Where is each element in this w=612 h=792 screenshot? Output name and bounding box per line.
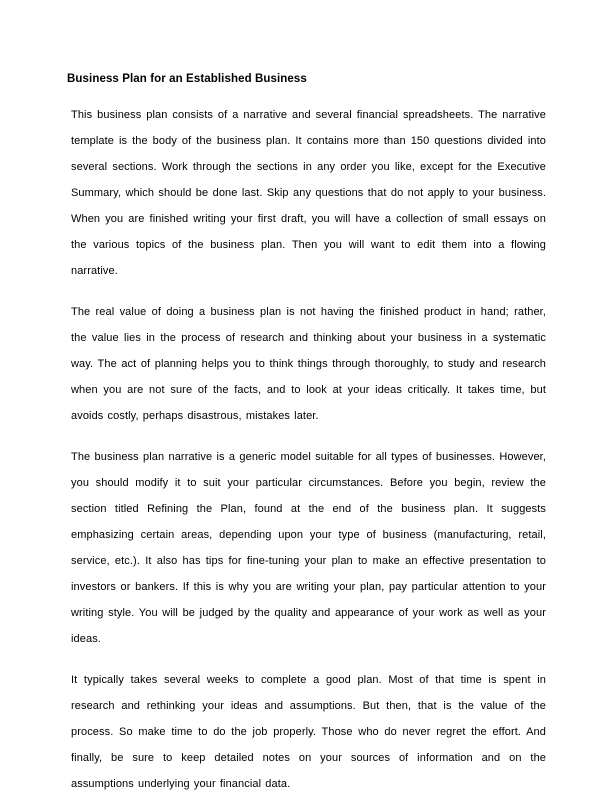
document-body [67, 102, 546, 792]
paragraph: The real value of doing a business plan is not having the finished product in hand; rather, the value lies in the process of research and thinking about your business in a systematic way. The act of planning helps you to think things through thoroughly, to study and research when you are not sure of the facts, and to look at your ideas critically. It takes time, but avoids costly, perhaps disastrous, mistakes later. [71, 306, 546, 422]
paragraph: This business plan consists of a narrative and several financial spreadsheets. The narrative template is the body of the business plan. It contains more than 150 questions divided into several sections. Work through the sections in any order you like, except for the Executive Summary, which should be done last. Skip any questions that do not apply to your business. When you are finished writing your first draft, you will have a collection of small essays on the various topics of the business plan. Then you will want to edit them into a flowing narrative. [71, 109, 546, 277]
paragraph: The business plan narrative is a generic model suitable for all types of businesses. However, you should modify it to suit your particular circumstances. Before you begin, review the section titled Refining the Plan, found at the end of the business plan. It suggests emphasizing certain areas, depending upon your type of business (manufacturing, retail, service, etc.). It also has tips for fine-tuning your plan to make an effective presentation to investors or bankers. If this is why you are writing your plan, pay particular attention to your writing style. You will be judged by the quality and appearance of your work as well as your ideas. [71, 451, 546, 645]
paragraph: It typically takes several weeks to complete a good plan. Most of that time is spent in research and rethinking your ideas and assumptions. But then, that is the value of the process. So make time to do the job properly. Those who do never regret the effort. And finally, be sure to keep detailed notes on your sources of information and on the assumptions underlying your financial data. [71, 674, 546, 790]
document-title: Business Plan for an Established Business [67, 73, 307, 85]
